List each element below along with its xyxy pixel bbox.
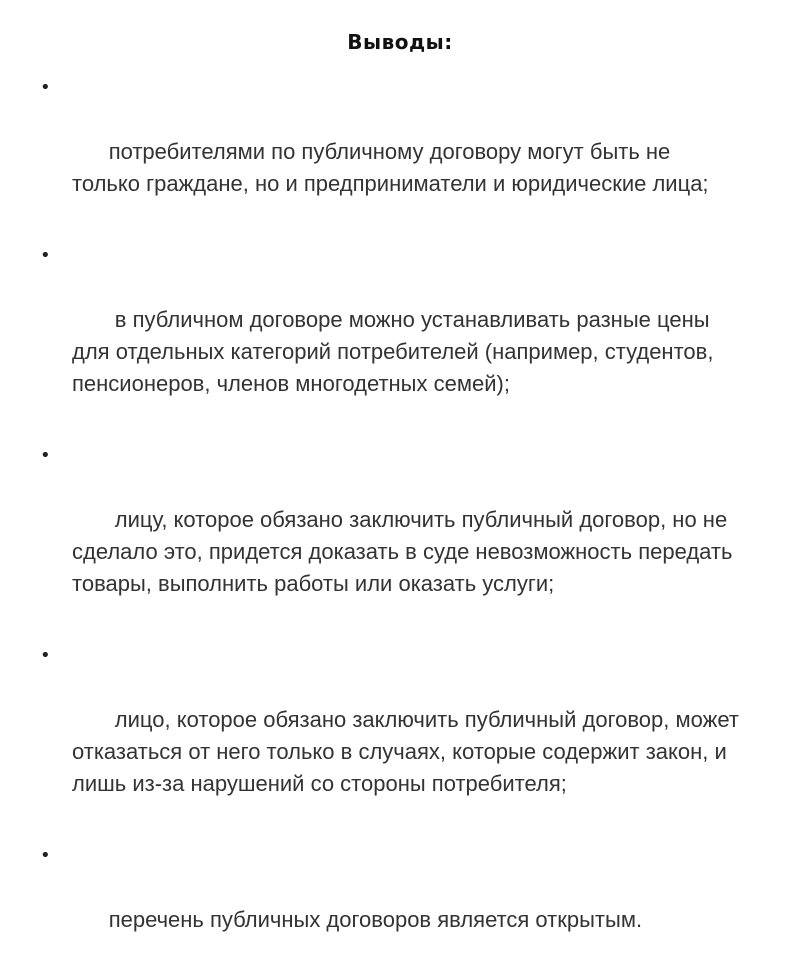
bullet-icon: • xyxy=(40,77,51,98)
bullet-text: лицу, которое обязано заключить публичный договор, но не сделало это, придется доказать в суде невозможность передать товары, выполнить работы или оказать услуги; xyxy=(72,507,739,596)
bullet-item-1 xyxy=(40,72,740,232)
slide-title: Выводы: xyxy=(347,30,453,54)
bullet-icon: • xyxy=(40,645,51,666)
bullet-text: в публичном договоре можно устанавливать разные цены для отдельных категорий потребителей (например, студентов, пенсионеров, членов многодетных семей); xyxy=(72,307,720,396)
bullet-icon: • xyxy=(40,245,51,266)
bullet-item-4 xyxy=(40,640,746,832)
bullet-item-5 xyxy=(40,840,740,968)
bullet-item-2 xyxy=(40,240,740,432)
bullet-text: потребителями по публичному договору могут быть не только граждане, но и предприниматели и юридические лица; xyxy=(72,139,709,196)
bullet-text: лицо, которое обязано заключить публичный договор, может отказаться от него только в случаях, которые содержит закон, и лишь из-за нарушений со стороны потребителя; xyxy=(72,707,746,796)
bullet-text: перечень публичных договоров является открытым. xyxy=(108,907,643,932)
bullet-list xyxy=(40,72,746,976)
bullet-icon: • xyxy=(40,845,51,866)
bullet-icon: • xyxy=(40,445,51,466)
bullet-item-3 xyxy=(40,440,740,632)
